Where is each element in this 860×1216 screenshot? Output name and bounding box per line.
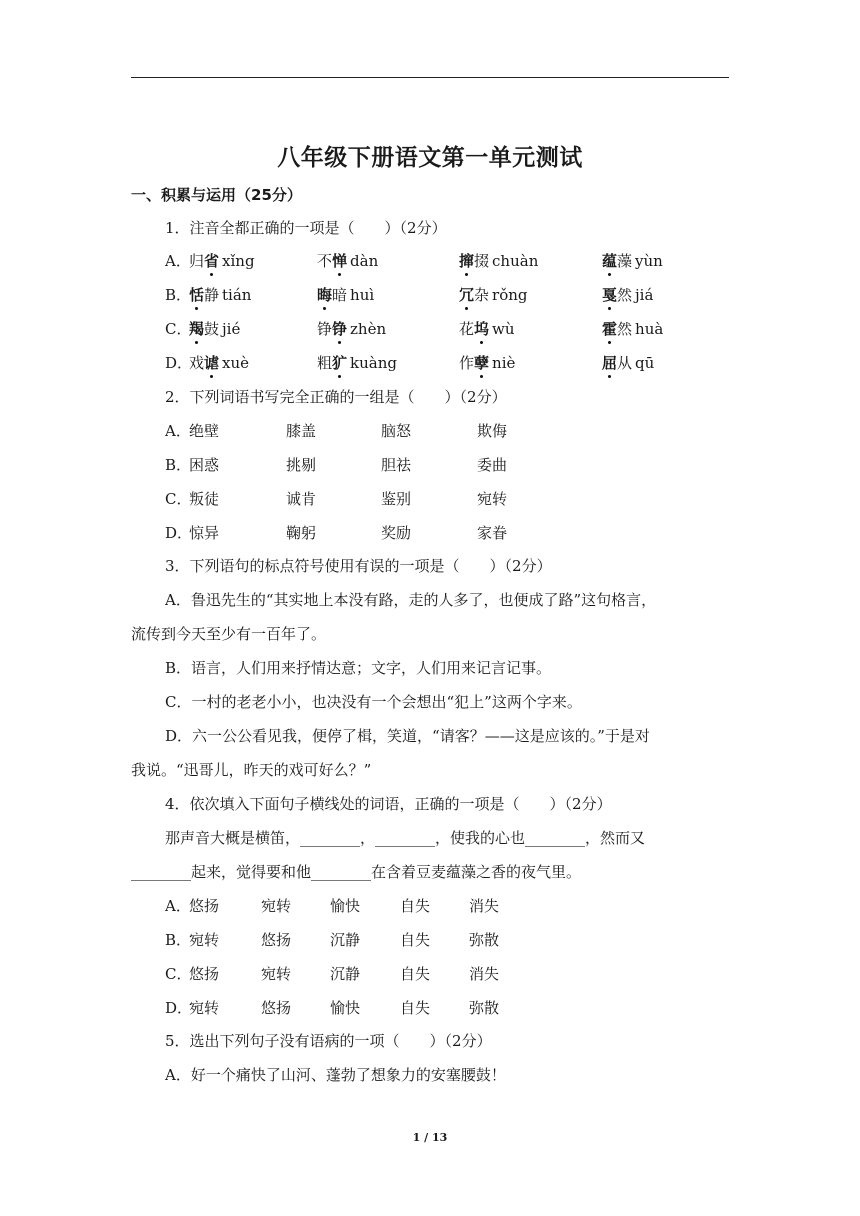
option-word: 宛转 bbox=[477, 490, 508, 508]
option-letter: C． bbox=[165, 490, 192, 508]
pinyin-text: jié bbox=[222, 320, 241, 338]
option-word: 胆祛 bbox=[381, 456, 412, 474]
dotted-character: 屈 bbox=[602, 354, 618, 372]
option-letter: A． bbox=[165, 897, 191, 915]
option-word: 自失 bbox=[400, 931, 431, 949]
option-word: 愉快 bbox=[330, 999, 361, 1017]
dotted-character: 撺 bbox=[459, 252, 475, 270]
option-letter: B． bbox=[165, 286, 192, 304]
pinyin-word-char: 花 bbox=[459, 320, 475, 338]
option-letter: A． bbox=[165, 422, 191, 440]
option-word: 诚肯 bbox=[286, 490, 317, 508]
dotted-character: 孽 bbox=[474, 354, 490, 372]
option-word: 悠扬 bbox=[189, 965, 220, 983]
dotted-character: 谑 bbox=[204, 354, 220, 372]
pinyin-item bbox=[189, 251, 255, 271]
option-word: 委曲 bbox=[477, 456, 508, 474]
dotted-character: 戛 bbox=[602, 286, 618, 304]
pinyin-item bbox=[189, 319, 240, 339]
option-letter: A． bbox=[165, 252, 191, 270]
option-letter: B． bbox=[165, 456, 192, 474]
option-word: 家眷 bbox=[477, 524, 508, 542]
option-word: 叛徒 bbox=[189, 490, 220, 508]
option-word: 消失 bbox=[469, 965, 500, 983]
option-word: 宛转 bbox=[261, 965, 292, 983]
option-word: 宛转 bbox=[189, 999, 220, 1017]
option-word: 脑怒 bbox=[381, 422, 412, 440]
pinyin-word-char: 杂 bbox=[474, 286, 490, 304]
question-1-stem: 1．注音全都正确的一项是（ ）（2分） bbox=[165, 219, 447, 237]
pinyin-text: yùn bbox=[635, 252, 663, 270]
option-word: 弥散 bbox=[469, 999, 500, 1017]
option-letter: B． bbox=[165, 931, 192, 949]
pinyin-item bbox=[602, 285, 653, 305]
option-word: 鉴别 bbox=[381, 490, 412, 508]
option-word: 悠扬 bbox=[189, 897, 220, 915]
pinyin-text: zhèn bbox=[350, 320, 387, 338]
question-5-stem: 5．选出下列句子没有语病的一项（ ）（2分） bbox=[165, 1032, 492, 1050]
option-word: 奖励 bbox=[381, 524, 412, 542]
option-word: 膝盖 bbox=[286, 422, 317, 440]
pinyin-item bbox=[317, 319, 386, 339]
pinyin-item bbox=[459, 251, 538, 271]
page-title: 八年级下册语文第一单元测试 bbox=[277, 145, 583, 171]
dotted-character: 晦 bbox=[317, 286, 333, 304]
question-3-stem: 3．下列语句的标点符号使用有误的一项是（ ）（2分） bbox=[165, 557, 552, 575]
option-word: 悠扬 bbox=[261, 999, 292, 1017]
pinyin-item bbox=[602, 319, 663, 339]
option-word: 宛转 bbox=[261, 897, 292, 915]
section-heading: 一、积累与运用（25分） bbox=[131, 186, 302, 204]
pinyin-item bbox=[459, 285, 528, 305]
pinyin-item bbox=[317, 353, 397, 373]
dotted-character: 羯 bbox=[189, 320, 205, 338]
pinyin-word-char: 归 bbox=[189, 252, 205, 270]
pinyin-text: xǐng bbox=[222, 252, 255, 270]
pinyin-item bbox=[602, 251, 663, 271]
option-word: 沉静 bbox=[330, 931, 361, 949]
pinyin-word-char: 粗 bbox=[317, 354, 333, 372]
pinyin-text: dàn bbox=[350, 252, 379, 270]
pinyin-word-char: 鼓 bbox=[204, 320, 220, 338]
option-letter: D． bbox=[165, 999, 193, 1017]
pinyin-text: rǒng bbox=[492, 286, 528, 304]
question-3-option-a-cont: 流传到今天至少有一百年了。 bbox=[131, 625, 327, 643]
pinyin-text: qū bbox=[635, 354, 655, 372]
pinyin-word-char: 然 bbox=[617, 320, 633, 338]
option-word: 困惑 bbox=[189, 456, 220, 474]
option-word: 弥散 bbox=[469, 931, 500, 949]
question-3-option-d-cont: 我说。“迅哥儿，昨天的戏可好么？” bbox=[131, 761, 372, 779]
pinyin-word-char: 静 bbox=[204, 286, 220, 304]
pinyin-word-char: 作 bbox=[459, 354, 475, 372]
pinyin-text: niè bbox=[492, 354, 516, 372]
option-word: 消失 bbox=[469, 897, 500, 915]
option-letter: D． bbox=[165, 524, 193, 542]
question-2-stem: 2．下列词语书写完全正确的一组是（ ）（2分） bbox=[165, 388, 507, 406]
pinyin-item bbox=[602, 353, 654, 373]
dotted-character: 冗 bbox=[459, 286, 475, 304]
dotted-character: 省 bbox=[204, 252, 220, 270]
question-4-passage-cont: ________起来，觉得要和他________在含着豆麦蕴藻之香的夜气里。 bbox=[131, 863, 582, 881]
question-3-option-d: D．六一公公看见我，便停了楫，笑道，“请客？——这是应该的。”于是对 bbox=[165, 727, 650, 745]
dotted-character: 犷 bbox=[332, 354, 348, 372]
pinyin-item bbox=[459, 353, 515, 373]
pinyin-word-char: 铮 bbox=[317, 320, 333, 338]
pinyin-word-char: 不 bbox=[317, 252, 333, 270]
pinyin-text: tián bbox=[222, 286, 252, 304]
option-word: 惊异 bbox=[189, 524, 220, 542]
pinyin-item bbox=[459, 319, 515, 339]
pinyin-text: huì bbox=[350, 286, 375, 304]
pinyin-word-char: 暗 bbox=[332, 286, 348, 304]
pinyin-word-char: 掇 bbox=[474, 252, 490, 270]
option-word: 鞠躬 bbox=[286, 524, 317, 542]
pinyin-word-char: 然 bbox=[617, 286, 633, 304]
pinyin-text: jiá bbox=[635, 286, 654, 304]
page-number: 1 / 13 bbox=[412, 1131, 448, 1144]
pinyin-text: chuàn bbox=[492, 252, 539, 270]
option-letter: C． bbox=[165, 320, 192, 338]
pinyin-item bbox=[189, 285, 251, 305]
question-3-option-a: A．鲁迅先生的“其实地上本没有路，走的人多了，也便成了路”这句格言， bbox=[165, 591, 657, 609]
pinyin-word-char: 藻 bbox=[617, 252, 633, 270]
pinyin-item bbox=[317, 285, 374, 305]
dotted-character: 坞 bbox=[474, 320, 490, 338]
question-3-option-b: B．语言，人们用来抒情达意；文字，人们用来记言记事。 bbox=[165, 659, 552, 677]
pinyin-word-char: 戏 bbox=[189, 354, 205, 372]
question-4-stem: 4．依次填入下面句子横线处的词语，正确的一项是（ ）（2分） bbox=[165, 795, 612, 813]
pinyin-text: kuàng bbox=[350, 354, 397, 372]
dotted-character: 铮 bbox=[332, 320, 348, 338]
dotted-character: 霍 bbox=[602, 320, 618, 338]
pinyin-text: xuè bbox=[222, 354, 250, 372]
option-word: 自失 bbox=[400, 999, 431, 1017]
option-word: 沉静 bbox=[330, 965, 361, 983]
option-word: 自失 bbox=[400, 965, 431, 983]
header-rule bbox=[131, 77, 729, 78]
option-word: 悠扬 bbox=[261, 931, 292, 949]
option-letter: D． bbox=[165, 354, 193, 372]
dotted-character: 恬 bbox=[189, 286, 205, 304]
question-4-passage: 那声音大概是横笛，________，________，使我的心也________，然而又 bbox=[165, 829, 646, 847]
option-word: 挑剔 bbox=[286, 456, 317, 474]
option-word: 欺侮 bbox=[477, 422, 508, 440]
question-5-option-a: A．好一个痛快了山河、蓬勃了想象力的安塞腰鼓！ bbox=[165, 1066, 506, 1084]
option-word: 愉快 bbox=[330, 897, 361, 915]
option-word: 自失 bbox=[400, 897, 431, 915]
pinyin-text: huà bbox=[635, 320, 664, 338]
option-letter: C． bbox=[165, 965, 192, 983]
option-word: 宛转 bbox=[189, 931, 220, 949]
pinyin-word-char: 从 bbox=[617, 354, 633, 372]
dotted-character: 蕴 bbox=[602, 252, 618, 270]
option-word: 绝壁 bbox=[189, 422, 220, 440]
dotted-character: 惮 bbox=[332, 252, 348, 270]
pinyin-item bbox=[317, 251, 378, 271]
question-3-option-c: C．一村的老老小小，也决没有一个会想出“犯上”这两个字来。 bbox=[165, 693, 582, 711]
pinyin-item bbox=[189, 353, 249, 373]
pinyin-text: wù bbox=[492, 320, 515, 338]
